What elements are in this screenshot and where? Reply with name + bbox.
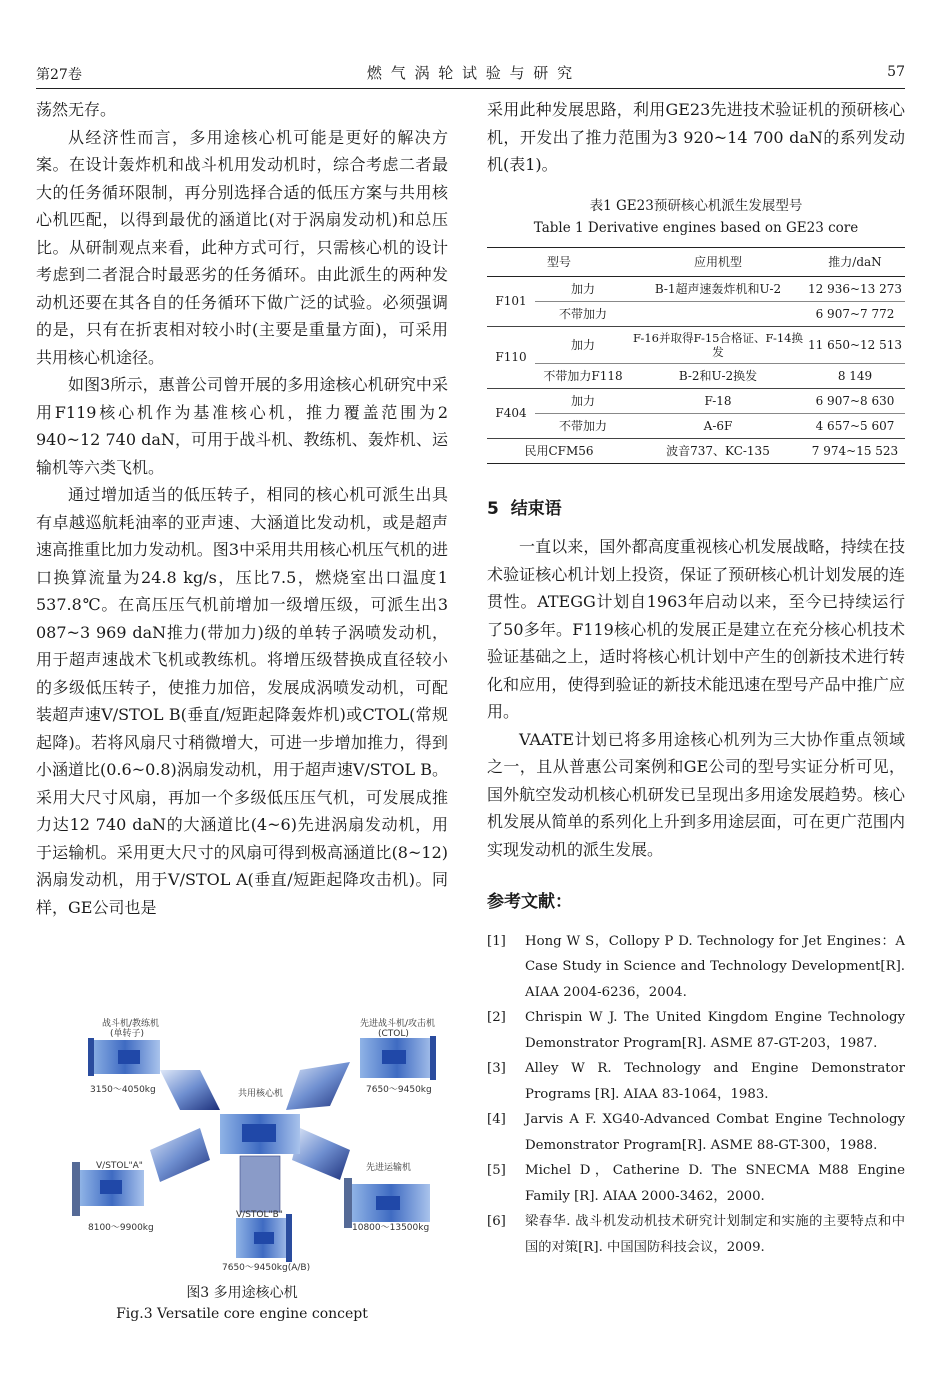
- engine-advanced-transport: [344, 1178, 430, 1228]
- reference-number: [4]: [487, 1112, 506, 1127]
- reference-item: [487, 1056, 905, 1107]
- table-header: 推力/daN: [805, 247, 905, 276]
- reference-item: [487, 1158, 905, 1209]
- section-heading: [487, 496, 905, 524]
- arrow-block: [160, 1070, 220, 1110]
- reference-number: [5]: [487, 1163, 506, 1178]
- running-header: [36, 62, 905, 88]
- table-cell: 11 650~12 513: [805, 326, 905, 363]
- label-single-spool: (单转子): [110, 1029, 145, 1039]
- label-weight-4: 10800～13500kg: [352, 1223, 430, 1233]
- reference-number: [3]: [487, 1061, 506, 1076]
- reference-text: 梁春华. 战斗机发动机技术研究计划制定和实施的主要特点和中国的对策[R]. 中国国防科技会议，2009.: [525, 1214, 905, 1255]
- right-column: [487, 96, 905, 1260]
- reference-item: [487, 1107, 905, 1158]
- journal-title: 燃 气 涡 轮 试 验 与 研 究: [366, 64, 575, 82]
- reference-number: [1]: [487, 933, 506, 949]
- reference-text: Chrispin W J. The United Kingdom Engine Technology Demonstrator Program[R]. ASME 87-GT-203，1987.: [525, 1010, 905, 1051]
- center-stack-block: [240, 1156, 280, 1212]
- table-caption-en: Table 1 Derivative engines based on GE23 core: [533, 219, 859, 236]
- versatile-core-figure: [60, 1010, 440, 1275]
- section-number: 5: [487, 498, 499, 519]
- label-advanced-fighter: 先进战斗机/攻击机: [360, 1019, 436, 1029]
- table-cell: F110: [487, 326, 535, 388]
- arrow-block: [286, 1062, 350, 1110]
- reference-item: [487, 1005, 905, 1056]
- label-weight-1: 3150～4050kg: [90, 1085, 156, 1095]
- table-row: [487, 388, 905, 413]
- common-core-engine: [220, 1114, 300, 1154]
- reference-number: [6]: [487, 1214, 506, 1229]
- table-cell: 不带加力: [535, 413, 631, 438]
- label-advanced-transport: 先进运输机: [366, 1163, 412, 1173]
- table-cell: 加力: [535, 388, 631, 413]
- table-cell: [631, 301, 805, 326]
- table-header: 应用机型: [631, 247, 805, 276]
- table-cell: 波音737、KC-135: [631, 438, 805, 463]
- table-cell: 12 936~13 273: [807, 281, 903, 296]
- label-vstol-b: V/STOL"B": [236, 1210, 283, 1220]
- table-cell: F404: [487, 388, 535, 438]
- header-rule: [36, 88, 905, 89]
- figure-caption-en: Fig.3 Versatile core engine concept: [116, 1306, 368, 1322]
- table-row: [487, 326, 905, 363]
- label-weight-2: 7650～9450kg: [366, 1085, 432, 1095]
- table-cell: B-1超声速轰炸机和U-2: [654, 281, 782, 296]
- paragraph: 一直以来，国外都高度重视核心机发展战略，持续在技术验证核心机计划上投资，保证了预研核心机计划发展的连贯性。ATEGG计划自1963年启动以来，至今已持续运行了50多年。F119核心机的发展正是建立在充分核心机技术验证基础之上，适时将核心机计划中产生的创新技术进行转化和应用，使得到验证的新技术能迅速在型号产品中推广应用。: [487, 537, 905, 721]
- paragraph: VAATE计划已将多用途核心机列为三大协作重点领域之一，且从普惠公司案例和GE公司的型号实证分析可见，国外航空发动机核心机研发已呈现出多用途发展趋势。核心机发展从简单的系列化上升到多用途层面，可在更广范围内实现发动机的派生发展。: [487, 729, 905, 859]
- table-cell: 7 974~15 523: [805, 438, 905, 463]
- table-caption-cn: 表1 GE23预研核心机派生发展型号: [589, 197, 803, 214]
- volume-label: 第27卷: [36, 67, 82, 83]
- label-fighter-trainer: 战斗机/教练机: [102, 1019, 160, 1029]
- table-row: [487, 363, 905, 388]
- page-number: 57: [887, 64, 905, 80]
- left-column: [36, 96, 448, 921]
- references-heading: 参考文献：: [487, 892, 572, 912]
- arrow-block: [150, 1128, 210, 1182]
- reference-number: [2]: [487, 1010, 506, 1025]
- table-cell: B-2和U-2换发: [631, 363, 805, 388]
- paragraph: 采用此种发展思路，利用GE23先进技术验证机的预研核心机，开发出了推力范围为3 920~14 700 daN的系列发动机(表1)。: [487, 100, 905, 174]
- paragraph: 如图3所示，惠普公司曾开展的多用途核心机研究中采用F119核心机作为基准核心机，推力覆盖范围为2 940~12 740 daN，可用于战斗机、教练机、轰炸机、运输机等六类飞机。: [36, 375, 448, 477]
- reference-text: Jarvis A F. XG40-Advanced Combat Engine Technology Demonstrator Program[R]. ASME 88-GT-300，1988.: [525, 1112, 905, 1153]
- arrow-block: [292, 1128, 350, 1180]
- engine-advanced-fighter: [360, 1036, 436, 1080]
- reference-item: [487, 1209, 905, 1260]
- table-cell: 8 149: [805, 363, 905, 388]
- engine-vstol-b: [236, 1214, 292, 1262]
- label-weight-5: 7650～9450kg(A/B): [222, 1263, 311, 1273]
- table-cell: F101: [495, 294, 527, 308]
- reference-text: Alley W R. Technology and Engine Demonstrator Programs [R]. AIAA 83-1064，1983.: [525, 1061, 905, 1102]
- table-cell: 加力: [570, 281, 595, 296]
- table-cell: 不带加力: [535, 301, 631, 326]
- engine-fighter-trainer: [88, 1038, 160, 1076]
- table-row: [487, 276, 905, 301]
- table-cell: A-6F: [631, 413, 805, 438]
- table-row: [487, 413, 905, 438]
- reference-item: [487, 929, 905, 1006]
- paragraph: 通过增加适当的低压转子，相同的核心机可派生出具有卓越巡航耗油率的亚声速、大涵道比发动机，或是超声速高推重比加力发动机。图3中采用共用核心机压气机的进口换算流量为24.8 kg/s，压比7.5，燃烧室出口温度1 537.8℃。在高压压气机前增加一级增压级，可派生出3 087~3 969 daN推力(带加力)级的单转子涡喷发动机，用于超声速战术飞机或教练机。将增压级替换成直径较小的多级低压转子，使推力加倍，发展成涡喷发动机，可配装超声速V/STOL B(垂直/短距起降轰炸机)或CTOL(常规起降)。若将风扇尺寸稍微增大，可进一步增加推力，得到小涵道比(0.6~0.8)涡扇发动机，用于超声速V/STOL B。采用大尺寸风扇，再加一个多级低压压气机，可发展成推力达12 740 daN的大涵道比(4~6)先进涡扇发动机，用于运输机。采用更大尺寸的风扇可得到极高涵道比(8~12)涡扇发动机，用于V/STOL A(垂直/短距起降攻击机)。同样，GE公司也是: [36, 485, 448, 917]
- label-common-core: 共用核心机: [238, 1089, 284, 1099]
- paragraph: 荡然无存。: [36, 100, 117, 119]
- table-cell: F-18: [631, 388, 805, 413]
- table-row: [487, 301, 905, 326]
- reference-list: [487, 929, 905, 1261]
- table-cell: 6 907~7 772: [805, 301, 905, 326]
- paragraph: 从经济性而言，多用途核心机可能是更好的解决方案。在设计轰炸机和战斗机用发动机时，综合考虑二者最大的任务循环限制，再分别选择合适的低压方案与共用核心机匹配，以得到最优的涵道比(对于涡扇发动机)和总压比。从研制观点来看，此种方式可行，只需核心机的设计考虑到二者混合时最恶劣的任务循环。由此派生的两种发动机还要在其各自的任务循环下做广泛的试验。必须强调的是，只有在折衷相对较小时(主要是重量方面)，可采用共用核心机途径。: [36, 127, 448, 367]
- table-cell: F-16并取得F-15合格证、F-14换发: [631, 326, 805, 363]
- table-cell: 不带加力F118: [535, 363, 631, 388]
- table-cell: 民用CFM56: [487, 438, 631, 463]
- reference-text: Hong W S，Collopy P D. Technology for Jet Engines：A Case Study in Science and Technology Development[R]. AIAA 2004-6236，2004.: [525, 933, 905, 1000]
- label-weight-3: 8100～9900kg: [88, 1223, 154, 1233]
- section-title: 结束语: [510, 498, 562, 519]
- label-vstol-a: V/STOL"A": [96, 1161, 143, 1171]
- reference-text: Michel D，Catherine D. The SNECMA M88 Engine Family [R]. AIAA 2000-3462，2000.: [525, 1163, 905, 1204]
- table-cell: 6 907~8 630: [805, 388, 905, 413]
- table-cell: 4 657~5 607: [805, 413, 905, 438]
- figure-caption-cn: 图3 多用途核心机: [186, 1285, 298, 1301]
- table-header: 型号: [487, 247, 631, 276]
- label-ctol: (CTOL): [378, 1029, 409, 1039]
- derivative-engines-table: [487, 247, 905, 464]
- table-row: [487, 438, 905, 463]
- table-cell: 加力: [535, 326, 631, 363]
